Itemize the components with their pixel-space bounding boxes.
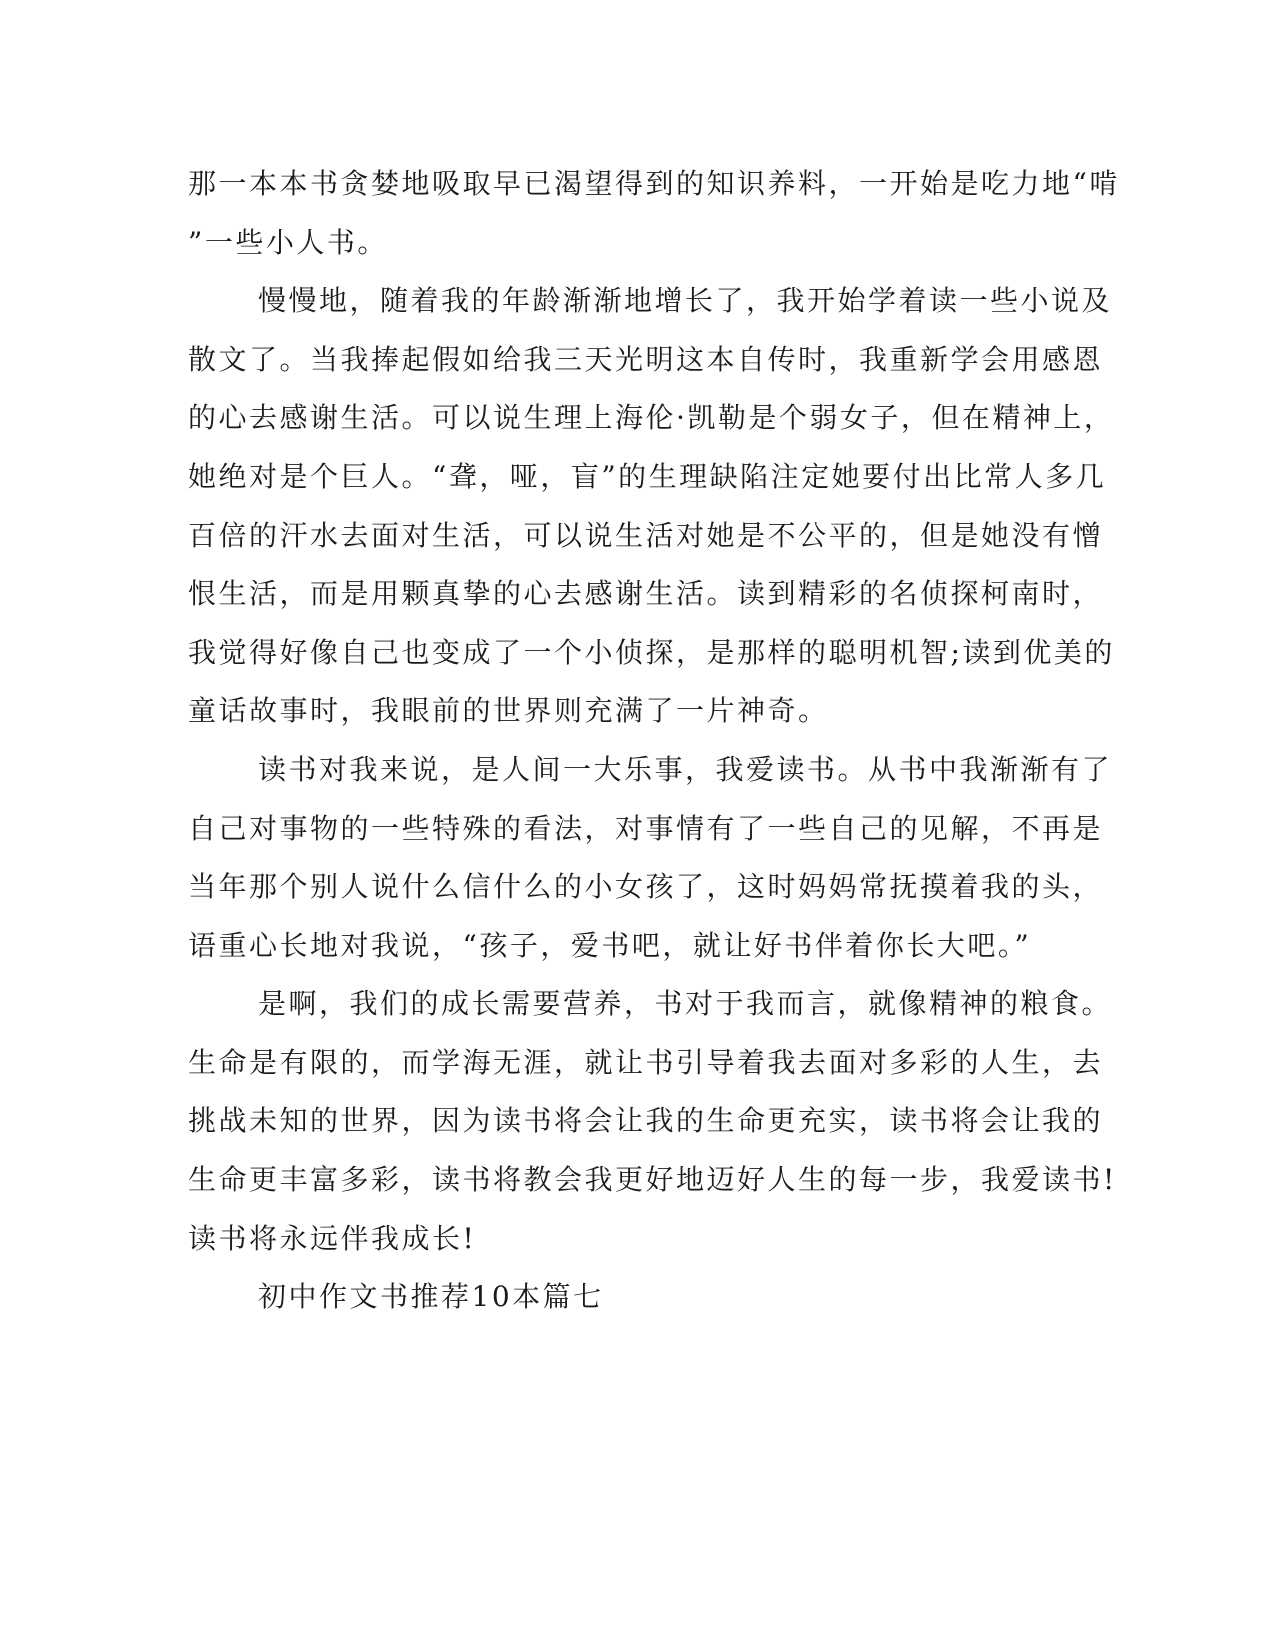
paragraph-start-line: 慢慢地，随着我的年龄渐渐地增长了，我开始学着读一些小说及 — [258, 284, 1113, 317]
text-line: 生命是有限的，而学海无涯，就让书引导着我去面对多彩的人生，去 — [188, 1046, 1104, 1079]
text-line: ”一些小人书。 — [188, 226, 388, 259]
section-heading: 初中作文书推荐10本篇七 — [258, 1280, 604, 1313]
text-line: 那一本本书贪婪地吸取早已渴望得到的知识养料，一开始是吃力地“啃 — [188, 167, 1120, 200]
text-line: 百倍的汗水去面对生活，可以说生活对她是不公平的，但是她没有憎 — [188, 519, 1104, 552]
text-line: 恨生活，而是用颗真挚的心去感谢生活。读到精彩的名侦探柯南时， — [188, 577, 1104, 610]
paragraph-start-line: 是啊，我们的成长需要营养，书对于我而言，就像精神的粮食。 — [258, 987, 1113, 1020]
text-line: 生命更丰富多彩，读书将教会我更好地迈好人生的每一步，我爱读书! — [188, 1163, 1117, 1196]
text-line: 自己对事物的一些特殊的看法，对事情有了一些自己的见解，不再是 — [188, 812, 1104, 845]
text-line: 她绝对是个巨人。“聋，哑，盲”的生理缺陷注定她要付出比常人多几 — [188, 460, 1107, 493]
text-line: 散文了。当我捧起假如给我三天光明这本自传时，我重新学会用感恩 — [188, 343, 1104, 376]
text-line: 读书将永远伴我成长! — [188, 1222, 477, 1255]
paragraph-start-line: 读书对我来说，是人间一大乐事，我爱读书。从书中我渐渐有了 — [258, 753, 1113, 786]
text-line: 童话故事时，我眼前的世界则充满了一片神奇。 — [188, 694, 829, 727]
text-line: 的心去感谢生活。可以说生理上海伦·凯勒是个弱女子，但在精神上， — [188, 401, 1115, 434]
text-line: 语重心长地对我说，“孩子，爱书吧，就让好书伴着你长大吧。” — [188, 929, 1032, 962]
text-line: 当年那个别人说什么信什么的小女孩了，这时妈妈常抚摸着我的头， — [188, 870, 1104, 903]
text-line: 挑战未知的世界，因为读书将会让我的生命更充实，读书将会让我的 — [188, 1104, 1104, 1137]
text-line: 我觉得好像自己也变成了一个小侦探，是那样的聪明机智;读到优美的 — [188, 636, 1115, 669]
